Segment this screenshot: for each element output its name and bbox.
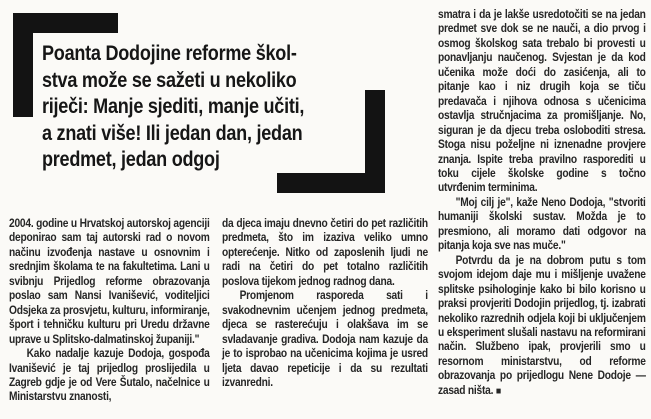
headline-line-4: a znati više! Ili jedan dan, jedan (42, 120, 303, 145)
paragraph (438, 254, 646, 400)
open-quote-bracket-vertical-bar (13, 13, 33, 117)
paragraph-text: Potvrdu da je na dobrom putu s tom svojom idejom daje mu i mišljenje uvažene splitske psihologinje kako bi bilo korisno u praksi provjeriti Dodojin prijedlog, tj. izabrati nekoliko razrednih odjela koji bi uključenjem u eksperiment slušali nastavu na reformirani način. Službeno ipak, provjerili smo u resornom ministarstvu, od reforme obrazovanja po prijedlogu Nene Dodoje — zasad ništa. (438, 253, 646, 397)
headline-line-2: stva može se sažeti u nekoliko (42, 67, 297, 92)
close-quote-bracket-horizontal-bar (277, 173, 385, 193)
article-column-left (9, 217, 210, 419)
paragraph: Promjenom rasporeda sati i svakodnevnim učenjem jednog predmeta, djeca se rasterećuju i olakšava im se svladavanje gradiva. Dodoja nam kazuje da je to isprobao na učenicima kojima je usred ljeta davao repeticije i da su rezultati izvanredni. (222, 289, 428, 389)
article-column-right (438, 8, 646, 419)
headline-line-1: Poanta Dodojine reforme škol- (42, 41, 297, 65)
article-headline (42, 40, 403, 173)
headline-line-3: riječi: Manje sjediti, manje učiti, (42, 94, 305, 118)
article-column-middle (222, 217, 428, 419)
headline-line-5: predmet, jedan odgoj (42, 147, 220, 171)
article-end-square-icon: ■ (495, 385, 502, 397)
paragraph: 2004. godine u Hrvatskoj autorskoj agenciji deponirao sam taj autorski rad o novom načinu izvođenja nastave u osnovnim i srednjim školama te na fakultetima. Lani u svibnju Prijedlog reforme obrazovanja poslao sam Nansi Ivanišević, voditeljici Odsjeka za prosvjetu, kulturu, informiranje, šport i tehničku kulturu pri Uredu državne uprave u Splitsko-dalmatinskoj županiji." (9, 217, 210, 346)
paragraph: "Moj cilj je", kaže Neno Dodoja, "stvoriti humaniji školski sustav. Možda je to presmiono, ali moramo dati odgovor na pitanja koja sve nas muče." (438, 195, 646, 253)
paragraph: Kako nadalje kazuje Dodoja, gospođa Ivanišević je taj prijedlog proslijedila u Zagreb gdje je od Vere Šutalo, načelnice u Ministarstvu znanosti, (9, 347, 210, 404)
paragraph: da djeca imaju dnevno četiri do pet različitih predmeta, što im izaziva veliko umno opterećenje. Nitko od zaposlenih ljudi ne radi na četiri do pet totalno različitih poslova tijekom jednog radnog dana. (222, 217, 428, 288)
paragraph: smatra i da je lakše usredotočiti se na jedan predmet sve dok se ne nauči, a dio prvog i osmog školskog sata trebalo bi provesti u ponavljanju naučenog. Svjestan je da kod učenika može doći do zasićenja, ali to pitanje kao i niz drugih koja se tiču predavača i njihova odnosa s učenicima ostavlja stručnjacima za promišljanje. No, siguran je da djecu treba osloboditi stresa. Stoga nisu poželjne ni iznenadne provjere znanja. Ispite treba pravilno rasporediti u toku cijele školske godine s točno utvrđenim terminima. (438, 8, 646, 195)
